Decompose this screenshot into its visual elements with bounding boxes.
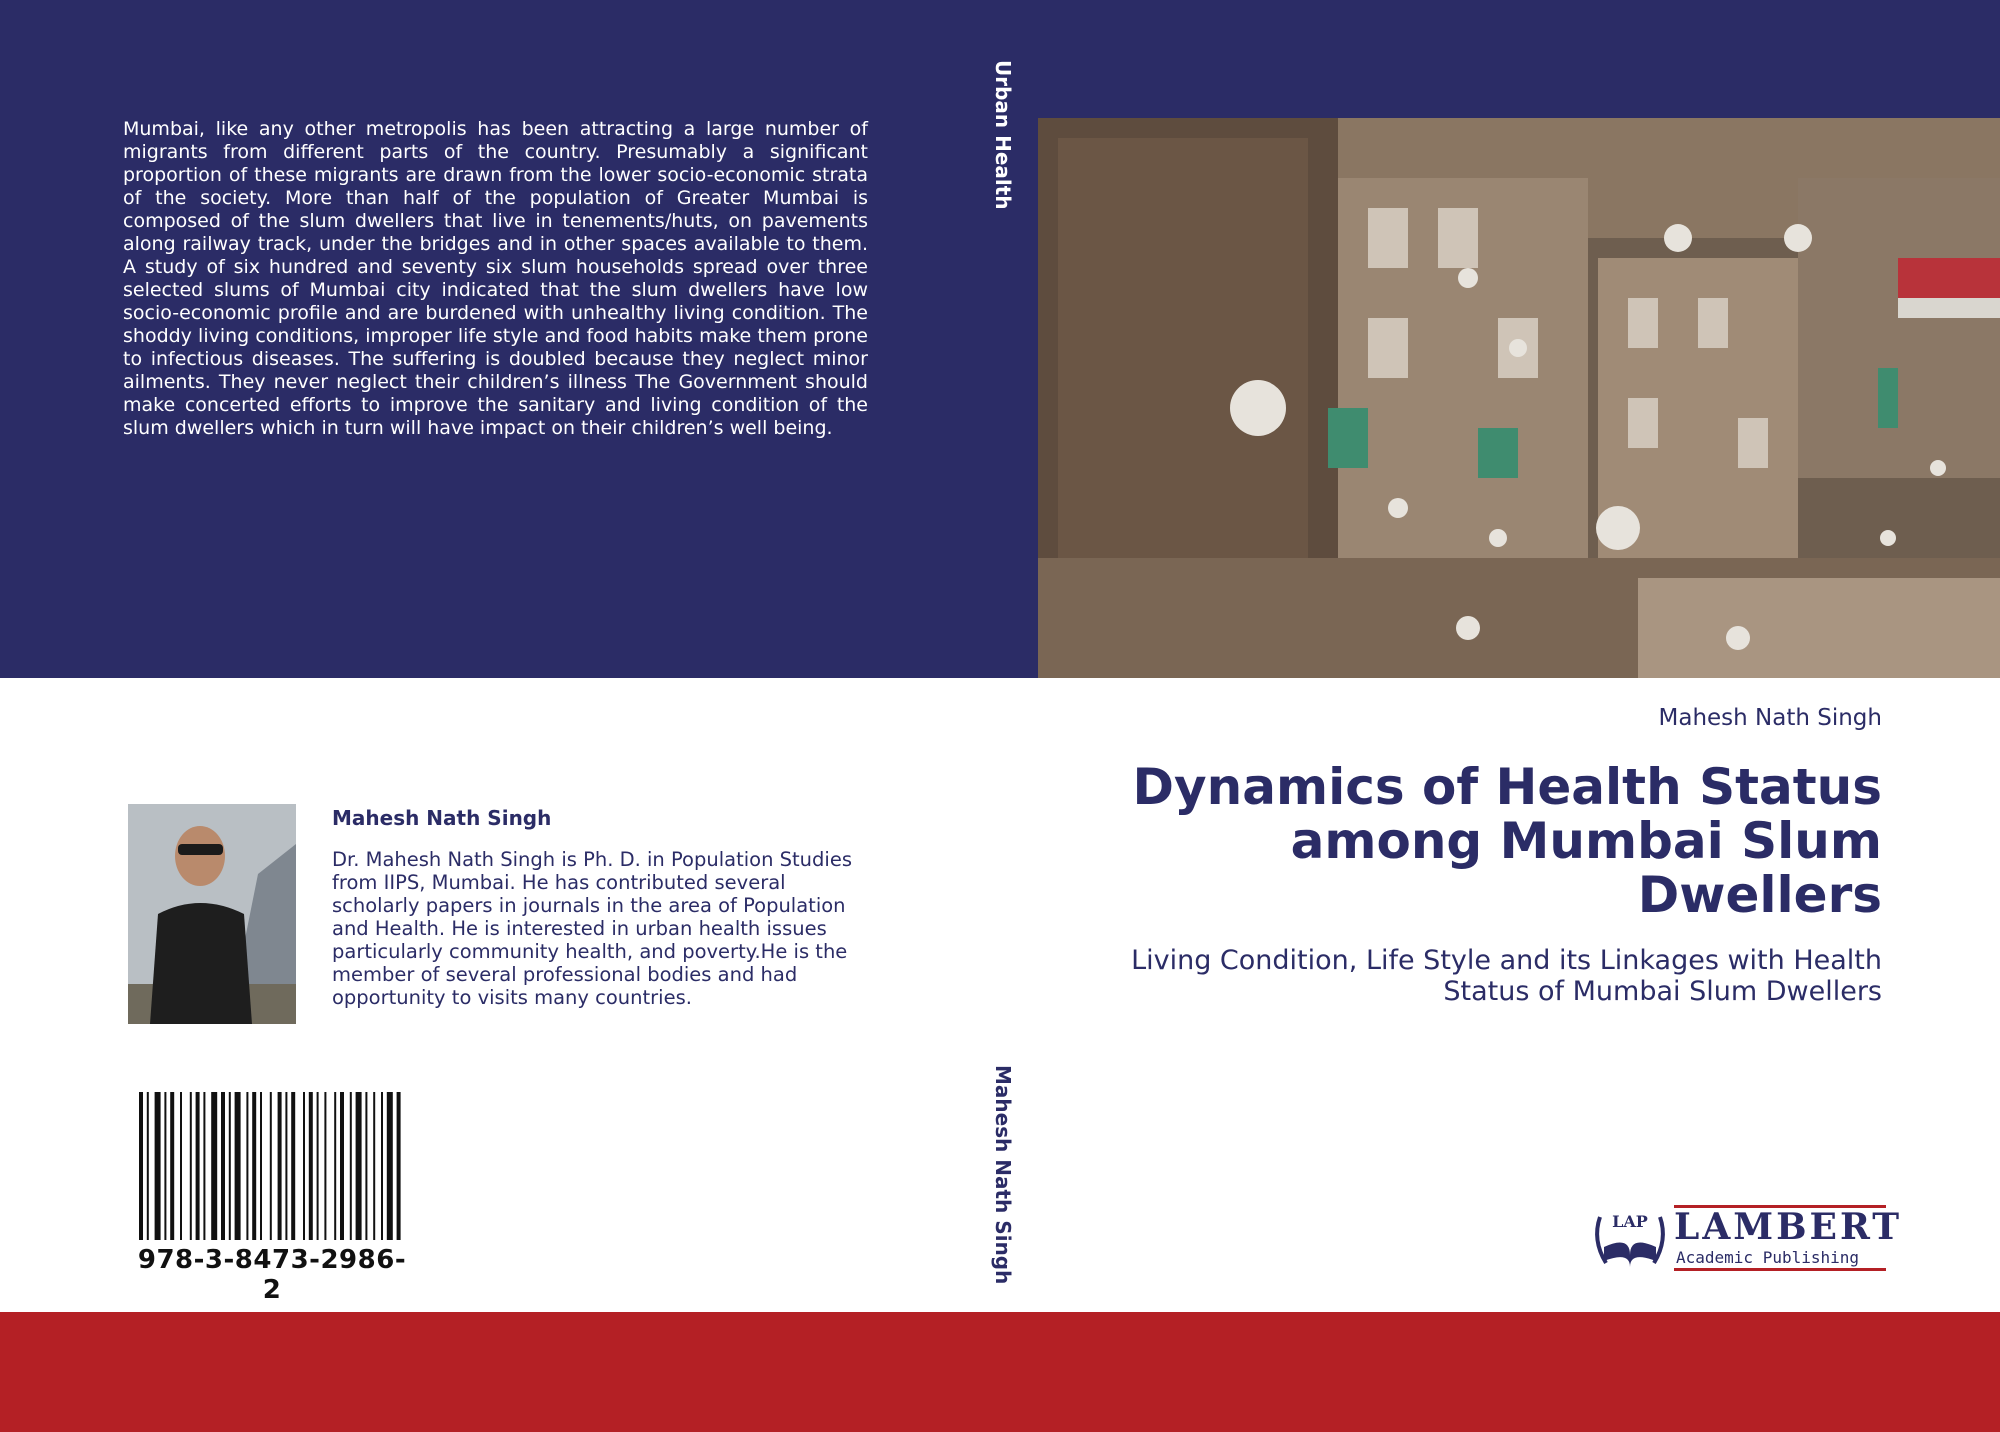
- author-bio: Dr. Mahesh Nath Singh is Ph. D. in Population Studies from IIPS, Mumbai. He has contributed several scholarly papers in journals in the area of Population and Health. He is interested in urban health issues particularly community health, and poverty.He is the member of several professional bodies and had opportunity to visits many countries.: [332, 848, 852, 1009]
- book-title: Dynamics of Health Status among Mumbai Slum Dwellers: [1132, 758, 1882, 924]
- open-book-laurel-icon: [1588, 1205, 1672, 1275]
- publisher-logo: [1588, 1205, 1903, 1275]
- publisher-name: LAMBERT: [1674, 1206, 1903, 1248]
- spine-title: Urban Health: [991, 60, 1015, 210]
- bottom-red-band: [0, 1312, 2000, 1432]
- front-author: Mahesh Nath Singh: [1658, 705, 1882, 731]
- back-cover-blurb: Mumbai, like any other metropolis has been attracting a large number of migrants from different parts of the country. Presumably a significant proportion of these migrants are drawn from the lower socio-economic strata of the society. More than half of the population of Greater Mumbai is composed of the slum dwellers that live in tenements/huts, on pavements along railway track, under the bridges and in other spaces available to them. A study of six hundred and seventy six slum households spread over three selected slums of Mumbai city indicated that the slum dwellers have low socio-economic profile and are burdened with unhealthy living condition. The shoddy living conditions, improper life style and food habits make them prone to infectious diseases. The suffering is doubled because they neglect minor ailments. They never neglect their children’s illness The Government should make concerted efforts to improve the sanitary and living condition of the slum dwellers which in turn will have impact on their children’s well being.: [123, 118, 868, 439]
- publisher-subtitle: Academic Publishing: [1676, 1248, 1860, 1267]
- publisher-logo-text: LAP: [1612, 1212, 1648, 1231]
- isbn-number: 978-3-8473-2986-2: [137, 1245, 407, 1305]
- spine-author: Mahesh Nath Singh: [991, 1065, 1015, 1285]
- isbn-barcode: [137, 1092, 407, 1240]
- book-subtitle: Living Condition, Life Style and its Linkages with Health Status of Mumbai Slum Dwellers: [1131, 945, 1882, 1007]
- author-portrait: [128, 804, 296, 1024]
- cover-photo-slum-buildings: [1038, 118, 2000, 678]
- bio-author-name: Mahesh Nath Singh: [332, 806, 552, 830]
